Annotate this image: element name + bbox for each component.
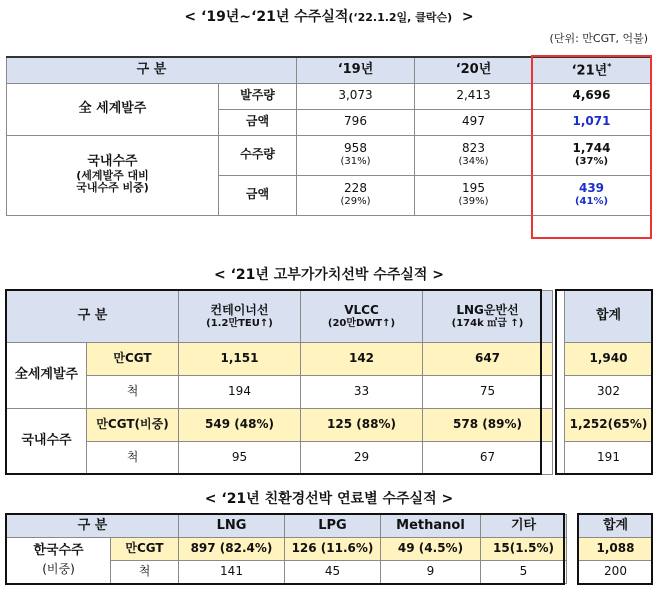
header-lpg: LPG <box>285 515 381 538</box>
cell: 95 <box>179 442 301 475</box>
cell: 142 <box>301 343 423 376</box>
row-label-domestic: 국내수주 (세계발주 대비 국내수주 비중) <box>7 135 219 215</box>
cell: 45 <box>285 561 381 584</box>
header-lng: LNG <box>179 515 285 538</box>
row-sublabel: 금액 <box>219 175 297 215</box>
cell: 647 <box>423 343 553 376</box>
cell-total: 302 <box>565 376 653 409</box>
row-label-korea: 한국수주 (비중) <box>7 538 111 584</box>
row-unit: 만CGT(비중) <box>87 409 179 442</box>
header-2021: ‘21년* <box>533 57 651 83</box>
cell-total: 191 <box>565 442 653 475</box>
table3-title: < ‘21년 친환경선박 연료별 수주실적 > <box>204 491 454 507</box>
table3-frame <box>5 513 565 585</box>
header-methanol: Methanol <box>381 515 481 538</box>
cell: 439 (41%) <box>533 175 651 215</box>
table2-title: < ‘21년 고부가가치선박 수주실적 > <box>213 267 445 283</box>
cell: 796 <box>297 109 415 135</box>
cell: 29 <box>301 442 423 475</box>
row-unit: 만CGT <box>87 343 179 376</box>
header-other: 기타 <box>481 515 567 538</box>
row-label-world: 全 세계발주 <box>7 83 219 135</box>
header-container: 컨테이너선 (1.2만TEU↑) <box>179 291 301 343</box>
row-unit: 척 <box>111 561 179 584</box>
row-label-world: 全세계발주 <box>7 343 87 409</box>
table1-title: < ‘19년~‘21년 수주실적(‘22.1.2일, 클락슨) > <box>184 9 474 25</box>
cell: 49 (4.5%) <box>381 538 481 561</box>
cell: 126 (11.6%) <box>285 538 381 561</box>
cell: 195 (39%) <box>415 175 533 215</box>
total-column-box <box>555 289 653 475</box>
cell: 67 <box>423 442 553 475</box>
header-lng-carrier: LNG운반선 (174k ㎥급 ↑) <box>423 291 553 343</box>
header-total: 합계 <box>565 291 653 343</box>
header-2020: ‘20년 <box>415 57 533 83</box>
cell: 194 <box>179 376 301 409</box>
total-column-box <box>577 513 653 585</box>
header-2019: ‘19년 <box>297 57 415 83</box>
cell: 75 <box>423 376 553 409</box>
cell: 1,151 <box>179 343 301 376</box>
cell: 549 (48%) <box>179 409 301 442</box>
cell: 3,073 <box>297 83 415 109</box>
cell: 497 <box>415 109 533 135</box>
cell: 897 (82.4%) <box>179 538 285 561</box>
cell-total: 1,252(65%) <box>565 409 653 442</box>
cell: 125 (88%) <box>301 409 423 442</box>
cell: 5 <box>481 561 567 584</box>
row-unit: 만CGT <box>111 538 179 561</box>
cell-total: 1,940 <box>565 343 653 376</box>
cell: 9 <box>381 561 481 584</box>
row-sublabel: 수주량 <box>219 135 297 175</box>
cell: 958 (31%) <box>297 135 415 175</box>
cell: 1,744 (37%) <box>533 135 651 175</box>
cell: 15(1.5%) <box>481 538 567 561</box>
row-label-domestic: 국내수주 <box>7 409 87 475</box>
header-total: 합계 <box>579 515 653 538</box>
cell: 578 (89%) <box>423 409 553 442</box>
cell: 823 (34%) <box>415 135 533 175</box>
row-sublabel: 금액 <box>219 109 297 135</box>
unit-note: (단위: 만CGT, 억불) <box>549 32 648 45</box>
header-category: 구 분 <box>7 515 179 538</box>
cell: 2,413 <box>415 83 533 109</box>
cell: 4,696 <box>533 83 651 109</box>
row-unit: 척 <box>87 376 179 409</box>
row-sublabel: 발주량 <box>219 83 297 109</box>
header-category: 구 분 <box>7 57 297 83</box>
header-category: 구 분 <box>7 291 179 343</box>
cell: 1,071 <box>533 109 651 135</box>
cell: 33 <box>301 376 423 409</box>
row-unit: 척 <box>87 442 179 475</box>
highlight-2021-box <box>531 55 652 239</box>
header-vlcc: VLCC (20만DWT↑) <box>301 291 423 343</box>
cell: 228 (29%) <box>297 175 415 215</box>
cell: 141 <box>179 561 285 584</box>
table2-frame <box>5 289 542 475</box>
cell-total: 1,088 <box>579 538 653 561</box>
cell-total: 200 <box>579 561 653 584</box>
